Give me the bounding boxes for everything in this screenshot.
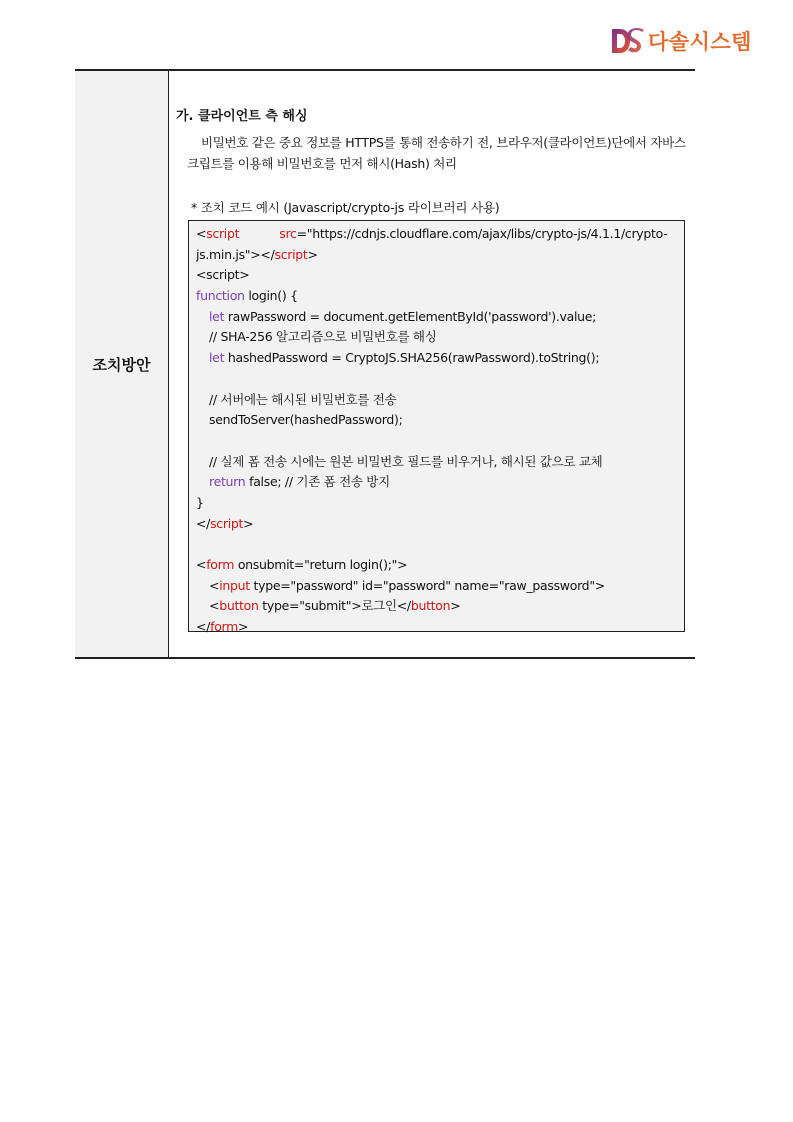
brand-logo <box>610 26 752 56</box>
code-listing <box>196 224 682 638</box>
code-line: <input type="password" id="password" name="raw_password"> <box>209 577 605 593</box>
ds-logo-icon <box>610 26 644 56</box>
example-title: * 조치 코드 예시 (Javascript/crypto-js 라이브러리 사용) <box>191 200 500 215</box>
brand-name: 다솔시스템 <box>648 30 752 54</box>
code-line: // 실제 폼 전송 시에는 원본 비밀번호 필드를 비우거나, 해시된 값으로 교체 <box>209 453 603 469</box>
code-line: <script> <box>196 267 250 283</box>
code-line: <script src="https://cdnjs.cloudflare.com/ajax/libs/crypto-js/4.1.1/crypto- <box>196 226 668 241</box>
code-line: </form> <box>196 619 249 635</box>
section-heading: 가. 클라이언트 측 해싱 <box>176 109 308 124</box>
code-line: // SHA-256 알고리즘으로 비밀번호를 해싱 <box>209 329 437 345</box>
code-blank-line <box>196 369 682 390</box>
code-line: </script> <box>196 515 254 531</box>
row-label: 조치방안 <box>92 355 151 374</box>
code-line: sendToServer(hashedPassword); <box>209 412 403 428</box>
code-line: <button type="submit">로그인</button> <box>209 598 461 614</box>
code-line: // 서버에는 해시된 비밀번호를 전송 <box>209 391 397 407</box>
code-line: let rawPassword = document.getElementById('password').value; <box>209 308 597 324</box>
measure-table <box>75 69 695 659</box>
code-line: let hashedPassword = CryptoJS.SHA256(rawPassword).toString(); <box>209 350 600 366</box>
row-label-cell <box>75 71 169 657</box>
code-line: <form onsubmit="return login();"> <box>196 557 408 572</box>
code-line: return false; // 기존 폼 전송 방지 <box>209 474 390 490</box>
code-block <box>188 220 685 635</box>
code-line: js.min.js"></script> <box>196 246 318 262</box>
code-line: function login() { <box>196 288 298 304</box>
code-blank-line <box>196 534 682 555</box>
content-cell <box>169 71 695 657</box>
description-paragraph: 비밀번호 같은 중요 정보를 HTTPS를 통해 전송하기 전, 브라우저(클라이언트)단에서 자바스크립트를 이용해 비밀번호를 먼저 해시(Hash) 처리 <box>187 135 686 171</box>
code-blank-line <box>196 431 682 452</box>
code-line: } <box>196 494 204 510</box>
